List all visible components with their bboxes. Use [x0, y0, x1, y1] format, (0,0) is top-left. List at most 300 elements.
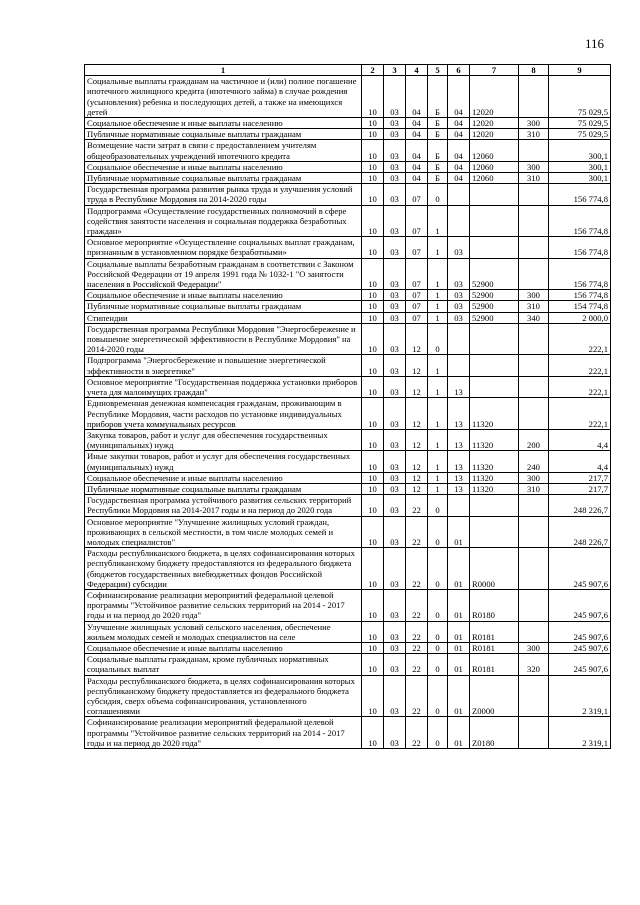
amount-cell: 75 029,5 [549, 76, 611, 118]
direction-cell: 11320 [470, 429, 519, 450]
description-cell: Софинансирование реализации мероприятий федеральной целевой программы "Устойчивое развитие сельских территорий на 2014 - 2017 годы и на период до 2020 года" [85, 717, 362, 749]
header-cell: 5 [428, 65, 448, 76]
header-cell: 6 [448, 65, 470, 76]
section-cell: 10 [362, 76, 384, 118]
program-cell: 04 [406, 76, 428, 118]
description-cell: Единовременная денежная компенсация гражданам, проживающим в Республике Мордовия, части расходов по установке индивидуальных приборов учета коммунальных ресурсов [85, 398, 362, 430]
amount-cell: 300,1 [549, 173, 611, 184]
subsection-cell: 03 [384, 323, 406, 355]
section-cell: 10 [362, 472, 384, 483]
amount-cell: 156 774,8 [549, 258, 611, 290]
direction-cell [470, 184, 519, 205]
amount-cell: 156 774,8 [549, 290, 611, 301]
program-cell: 12 [406, 323, 428, 355]
section-cell: 10 [362, 355, 384, 376]
description-cell: Основное мероприятие «Осуществление социальных выплат гражданам, признанным в установленном порядке безработными» [85, 237, 362, 258]
section-cell: 10 [362, 205, 384, 237]
subprogram-cell: 1 [428, 355, 448, 376]
section-cell: 10 [362, 654, 384, 675]
page-number: 116 [584, 36, 604, 51]
subprogram-cell: 1 [428, 312, 448, 323]
subprogram-cell: 1 [428, 483, 448, 494]
table-row [85, 76, 611, 118]
program-cell: 07 [406, 205, 428, 237]
expense-type-cell [519, 398, 549, 430]
amount-cell: 222,1 [549, 355, 611, 376]
activity-cell: 04 [448, 129, 470, 140]
amount-cell: 245 907,6 [549, 642, 611, 653]
description-cell: Подпрограмма «Осуществление государственных полномочий в сфере содействия занятости населения и социальная поддержка безработных граждан» [85, 205, 362, 237]
table-row [85, 451, 611, 472]
program-cell: 04 [406, 140, 428, 161]
expense-type-cell [519, 376, 549, 397]
subsection-cell: 03 [384, 129, 406, 140]
description-cell: Подпрограмма "Энергосбережение и повышение энергетической эффективности в энергетике" [85, 355, 362, 376]
header-cell: 2 [362, 65, 384, 76]
activity-cell: 04 [448, 173, 470, 184]
program-cell: 04 [406, 129, 428, 140]
description-cell: Государственная программа развития рынка труда и улучшения условий труда в Республике Мордовия на 2014-2020 годы [85, 184, 362, 205]
description-cell: Социальное обеспечение и иные выплаты населению [85, 642, 362, 653]
direction-cell: 12060 [470, 161, 519, 172]
subsection-cell: 03 [384, 621, 406, 642]
direction-cell: 12060 [470, 140, 519, 161]
table-row [85, 301, 611, 312]
direction-cell: Z0000 [470, 675, 519, 717]
expense-type-cell [519, 675, 549, 717]
direction-cell: 52900 [470, 290, 519, 301]
direction-cell: 11320 [470, 398, 519, 430]
activity-cell: 13 [448, 451, 470, 472]
section-cell: 10 [362, 483, 384, 494]
expense-type-cell: 340 [519, 312, 549, 323]
program-cell: 12 [406, 398, 428, 430]
expense-type-cell: 310 [519, 129, 549, 140]
amount-cell: 156 774,8 [549, 237, 611, 258]
table-row [85, 323, 611, 355]
header-cell: 1 [85, 65, 362, 76]
section-cell: 10 [362, 301, 384, 312]
subsection-cell: 03 [384, 76, 406, 118]
expense-type-cell [519, 76, 549, 118]
amount-cell: 156 774,8 [549, 184, 611, 205]
table-row [85, 184, 611, 205]
amount-cell: 154 774,8 [549, 301, 611, 312]
amount-cell: 245 907,6 [549, 621, 611, 642]
table-row [85, 589, 611, 621]
table-row [85, 161, 611, 172]
activity-cell: 03 [448, 312, 470, 323]
section-cell: 10 [362, 516, 384, 548]
amount-cell: 248 226,7 [549, 495, 611, 516]
description-cell: Основное мероприятие "Государственная поддержка установки приборов учета для малоимущих граждан" [85, 376, 362, 397]
subprogram-cell: Б [428, 129, 448, 140]
header-cell: 9 [549, 65, 611, 76]
description-cell: Основное мероприятие "Улучшение жилищных условий граждан, проживающих в сельской местности, в том числе молодых семей и молодых специалистов" [85, 516, 362, 548]
description-cell: Расходы республиканского бюджета, в целях софинансирования которых республиканскому бюджету предоставляется из федерального бюджета субсидия, сверх объема софинансирования, установленного соглашениями [85, 675, 362, 717]
activity-cell: 03 [448, 237, 470, 258]
expense-type-cell [519, 516, 549, 548]
budget-table [84, 64, 611, 749]
header-cell: 8 [519, 65, 549, 76]
activity-cell: 13 [448, 429, 470, 450]
subsection-cell: 03 [384, 301, 406, 312]
description-cell: Публичные нормативные социальные выплаты гражданам [85, 301, 362, 312]
subprogram-cell: 1 [428, 472, 448, 483]
subsection-cell: 03 [384, 516, 406, 548]
subsection-cell: 03 [384, 398, 406, 430]
direction-cell [470, 237, 519, 258]
subprogram-cell: 0 [428, 184, 448, 205]
program-cell: 12 [406, 429, 428, 450]
program-cell: 07 [406, 290, 428, 301]
expense-type-cell [519, 589, 549, 621]
direction-cell: R0180 [470, 589, 519, 621]
program-cell: 22 [406, 548, 428, 590]
activity-cell: 13 [448, 472, 470, 483]
expense-type-cell: 310 [519, 301, 549, 312]
subsection-cell: 03 [384, 237, 406, 258]
amount-cell: 300,1 [549, 161, 611, 172]
section-cell: 10 [362, 323, 384, 355]
expense-type-cell: 300 [519, 290, 549, 301]
activity-cell: 01 [448, 621, 470, 642]
expense-type-cell: 240 [519, 451, 549, 472]
direction-cell: 52900 [470, 312, 519, 323]
activity-cell: 01 [448, 516, 470, 548]
program-cell: 07 [406, 312, 428, 323]
subprogram-cell: 0 [428, 717, 448, 749]
activity-cell: 04 [448, 140, 470, 161]
activity-cell: 13 [448, 398, 470, 430]
amount-cell: 2 319,1 [549, 717, 611, 749]
amount-cell: 245 907,6 [549, 654, 611, 675]
activity-cell: 03 [448, 258, 470, 290]
subprogram-cell: 1 [428, 237, 448, 258]
program-cell: 22 [406, 717, 428, 749]
section-cell: 10 [362, 717, 384, 749]
expense-type-cell [519, 258, 549, 290]
table-row [85, 472, 611, 483]
subsection-cell: 03 [384, 642, 406, 653]
section-cell: 10 [362, 237, 384, 258]
table-row [85, 516, 611, 548]
table-row [85, 237, 611, 258]
subsection-cell: 03 [384, 717, 406, 749]
subsection-cell: 03 [384, 140, 406, 161]
expense-type-cell [519, 717, 549, 749]
amount-cell: 2 319,1 [549, 675, 611, 717]
subsection-cell: 03 [384, 258, 406, 290]
description-cell: Государственная программа Республики Мордовия "Энергосбережение и повышение энергетической эффективности в Республике Мордовия" на 2014-2020 годы [85, 323, 362, 355]
activity-cell: 01 [448, 675, 470, 717]
section-cell: 10 [362, 312, 384, 323]
activity-cell: 01 [448, 642, 470, 653]
section-cell: 10 [362, 140, 384, 161]
direction-cell: 12020 [470, 129, 519, 140]
amount-cell: 4,4 [549, 429, 611, 450]
expense-type-cell [519, 184, 549, 205]
subprogram-cell: Б [428, 161, 448, 172]
description-cell: Стипендии [85, 312, 362, 323]
direction-cell: 12060 [470, 173, 519, 184]
subprogram-cell: 0 [428, 654, 448, 675]
description-cell: Возмещение части затрат в связи с предоставлением учителям общеобразовательных учреждений ипотечного кредита [85, 140, 362, 161]
subprogram-cell: 1 [428, 376, 448, 397]
description-cell: Иные закупки товаров, работ и услуг для обеспечения государственных (муниципальных) нужд [85, 451, 362, 472]
description-cell: Социальное обеспечение и иные выплаты населению [85, 290, 362, 301]
subsection-cell: 03 [384, 376, 406, 397]
activity-cell: 03 [448, 290, 470, 301]
section-cell: 10 [362, 118, 384, 129]
subprogram-cell: 0 [428, 589, 448, 621]
section-cell: 10 [362, 451, 384, 472]
subsection-cell: 03 [384, 355, 406, 376]
direction-cell [470, 355, 519, 376]
subsection-cell: 03 [384, 312, 406, 323]
expense-type-cell [519, 355, 549, 376]
program-cell: 04 [406, 118, 428, 129]
table-row [85, 312, 611, 323]
program-cell: 22 [406, 621, 428, 642]
subsection-cell: 03 [384, 161, 406, 172]
expense-type-cell [519, 140, 549, 161]
table-row [85, 258, 611, 290]
subprogram-cell: 0 [428, 495, 448, 516]
header-cell: 4 [406, 65, 428, 76]
activity-cell [448, 355, 470, 376]
section-cell: 10 [362, 258, 384, 290]
subsection-cell: 03 [384, 472, 406, 483]
expense-type-cell: 310 [519, 173, 549, 184]
program-cell: 22 [406, 675, 428, 717]
description-cell: Публичные нормативные социальные выплаты гражданам [85, 129, 362, 140]
section-cell: 10 [362, 161, 384, 172]
direction-cell [470, 205, 519, 237]
direction-cell: 52900 [470, 258, 519, 290]
amount-cell: 245 907,6 [549, 589, 611, 621]
expense-type-cell [519, 621, 549, 642]
table-row [85, 483, 611, 494]
table-row [85, 376, 611, 397]
subprogram-cell: 0 [428, 516, 448, 548]
description-cell: Публичные нормативные социальные выплаты гражданам [85, 483, 362, 494]
amount-cell: 75 029,5 [549, 129, 611, 140]
description-cell: Социальные выплаты гражданам на частичное и (или) полное погашение ипотечного жилищного кредита (ипотечного займа) в случае рождения (усыновления) ребенка и последующих детей, а также на имеющихся детей [85, 76, 362, 118]
description-cell: Софинансирование реализации мероприятий федеральной целевой программы "Устойчивое развитие сельских территорий на 2014 - 2017 годы и на период до 2020 года" [85, 589, 362, 621]
amount-cell: 248 226,7 [549, 516, 611, 548]
table-row [85, 654, 611, 675]
subsection-cell: 03 [384, 184, 406, 205]
section-cell: 10 [362, 675, 384, 717]
subsection-cell: 03 [384, 290, 406, 301]
description-cell: Улучшение жилищных условий сельского населения, обеспечение жильем молодых семей и молодых специалистов на селе [85, 621, 362, 642]
table-row [85, 642, 611, 653]
expense-type-cell [519, 237, 549, 258]
direction-cell: R0181 [470, 654, 519, 675]
direction-cell [470, 376, 519, 397]
subprogram-cell: Б [428, 76, 448, 118]
table-body [85, 76, 611, 749]
description-cell: Социальные выплаты безработным гражданам в соответствии с Законом Российской Федерации от 19 апреля 1991 года № 1032-1 "О занятости населения в Российской Федерации" [85, 258, 362, 290]
subprogram-cell: 1 [428, 398, 448, 430]
program-cell: 12 [406, 355, 428, 376]
direction-cell: 11320 [470, 483, 519, 494]
header-cell: 7 [470, 65, 519, 76]
table-row [85, 173, 611, 184]
amount-cell: 222,1 [549, 323, 611, 355]
subsection-cell: 03 [384, 548, 406, 590]
expense-type-cell [519, 205, 549, 237]
section-cell: 10 [362, 495, 384, 516]
subsection-cell: 03 [384, 675, 406, 717]
direction-cell: Z0180 [470, 717, 519, 749]
program-cell: 12 [406, 483, 428, 494]
description-cell: Расходы республиканского бюджета, в целях софинансирования которых республиканскому бюджету предоставляются из федерального бюджета (бюджетов государственных внебюджетных фондов Российской Федерации) субсидии [85, 548, 362, 590]
table-row [85, 140, 611, 161]
subsection-cell: 03 [384, 589, 406, 621]
activity-cell [448, 205, 470, 237]
amount-cell: 75 029,5 [549, 118, 611, 129]
expense-type-cell: 310 [519, 483, 549, 494]
subprogram-cell: 1 [428, 258, 448, 290]
expense-type-cell: 300 [519, 161, 549, 172]
program-cell: 07 [406, 258, 428, 290]
section-cell: 10 [362, 184, 384, 205]
expense-type-cell [519, 495, 549, 516]
subprogram-cell: 1 [428, 301, 448, 312]
direction-cell: R0181 [470, 642, 519, 653]
program-cell: 04 [406, 173, 428, 184]
activity-cell: 01 [448, 589, 470, 621]
program-cell: 22 [406, 589, 428, 621]
table-row [85, 621, 611, 642]
activity-cell: 13 [448, 483, 470, 494]
amount-cell: 300,1 [549, 140, 611, 161]
direction-cell: R0000 [470, 548, 519, 590]
table-row [85, 290, 611, 301]
description-cell: Социальные выплаты гражданам, кроме публичных нормативных социальных выплат [85, 654, 362, 675]
header-cell: 3 [384, 65, 406, 76]
program-cell: 22 [406, 495, 428, 516]
description-cell: Социальное обеспечение и иные выплаты населению [85, 118, 362, 129]
expense-type-cell: 300 [519, 642, 549, 653]
activity-cell [448, 323, 470, 355]
amount-cell: 222,1 [549, 398, 611, 430]
activity-cell: 13 [448, 376, 470, 397]
amount-cell: 156 774,8 [549, 205, 611, 237]
description-cell: Закупка товаров, работ и услуг для обеспечения государственных (муниципальных) нужд [85, 429, 362, 450]
subprogram-cell: 0 [428, 642, 448, 653]
table-row [85, 129, 611, 140]
subprogram-cell: 0 [428, 323, 448, 355]
subprogram-cell: 0 [428, 675, 448, 717]
direction-cell [470, 516, 519, 548]
subprogram-cell: Б [428, 173, 448, 184]
subsection-cell: 03 [384, 118, 406, 129]
direction-cell: 12020 [470, 118, 519, 129]
activity-cell: 04 [448, 161, 470, 172]
expense-type-cell: 320 [519, 654, 549, 675]
section-cell: 10 [362, 621, 384, 642]
section-cell: 10 [362, 429, 384, 450]
program-cell: 22 [406, 642, 428, 653]
subsection-cell: 03 [384, 205, 406, 237]
table-row [85, 355, 611, 376]
description-cell: Публичные нормативные социальные выплаты гражданам [85, 173, 362, 184]
program-cell: 04 [406, 161, 428, 172]
table-row [85, 398, 611, 430]
subsection-cell: 03 [384, 173, 406, 184]
table-row [85, 675, 611, 717]
program-cell: 12 [406, 376, 428, 397]
subprogram-cell: 1 [428, 429, 448, 450]
activity-cell: 01 [448, 548, 470, 590]
amount-cell: 217,7 [549, 472, 611, 483]
activity-cell: 04 [448, 118, 470, 129]
subprogram-cell: 0 [428, 548, 448, 590]
amount-cell: 222,1 [549, 376, 611, 397]
description-cell: Социальное обеспечение и иные выплаты населению [85, 161, 362, 172]
activity-cell [448, 495, 470, 516]
program-cell: 07 [406, 184, 428, 205]
subsection-cell: 03 [384, 429, 406, 450]
expense-type-cell [519, 548, 549, 590]
amount-cell: 245 907,6 [549, 548, 611, 590]
section-cell: 10 [362, 642, 384, 653]
section-cell: 10 [362, 129, 384, 140]
direction-cell: 12020 [470, 76, 519, 118]
subprogram-cell: Б [428, 118, 448, 129]
section-cell: 10 [362, 548, 384, 590]
direction-cell: R0181 [470, 621, 519, 642]
subsection-cell: 03 [384, 495, 406, 516]
table-row [85, 205, 611, 237]
table-row [85, 717, 611, 749]
activity-cell: 01 [448, 654, 470, 675]
expense-type-cell [519, 323, 549, 355]
amount-cell: 4,4 [549, 451, 611, 472]
section-cell: 10 [362, 398, 384, 430]
program-cell: 07 [406, 301, 428, 312]
table-row [85, 118, 611, 129]
subprogram-cell: 0 [428, 621, 448, 642]
direction-cell: 52900 [470, 301, 519, 312]
activity-cell: 04 [448, 76, 470, 118]
amount-cell: 2 000,0 [549, 312, 611, 323]
expense-type-cell: 300 [519, 118, 549, 129]
table-header-row [85, 65, 611, 76]
program-cell: 12 [406, 472, 428, 483]
section-cell: 10 [362, 589, 384, 621]
activity-cell [448, 184, 470, 205]
subprogram-cell: 1 [428, 290, 448, 301]
subprogram-cell: 1 [428, 205, 448, 237]
direction-cell [470, 495, 519, 516]
subprogram-cell: 1 [428, 451, 448, 472]
table-row [85, 429, 611, 450]
program-cell: 07 [406, 237, 428, 258]
direction-cell [470, 323, 519, 355]
table-row [85, 548, 611, 590]
program-cell: 22 [406, 654, 428, 675]
program-cell: 22 [406, 516, 428, 548]
direction-cell: 11320 [470, 451, 519, 472]
expense-type-cell: 200 [519, 429, 549, 450]
direction-cell: 11320 [470, 472, 519, 483]
subsection-cell: 03 [384, 483, 406, 494]
program-cell: 12 [406, 451, 428, 472]
